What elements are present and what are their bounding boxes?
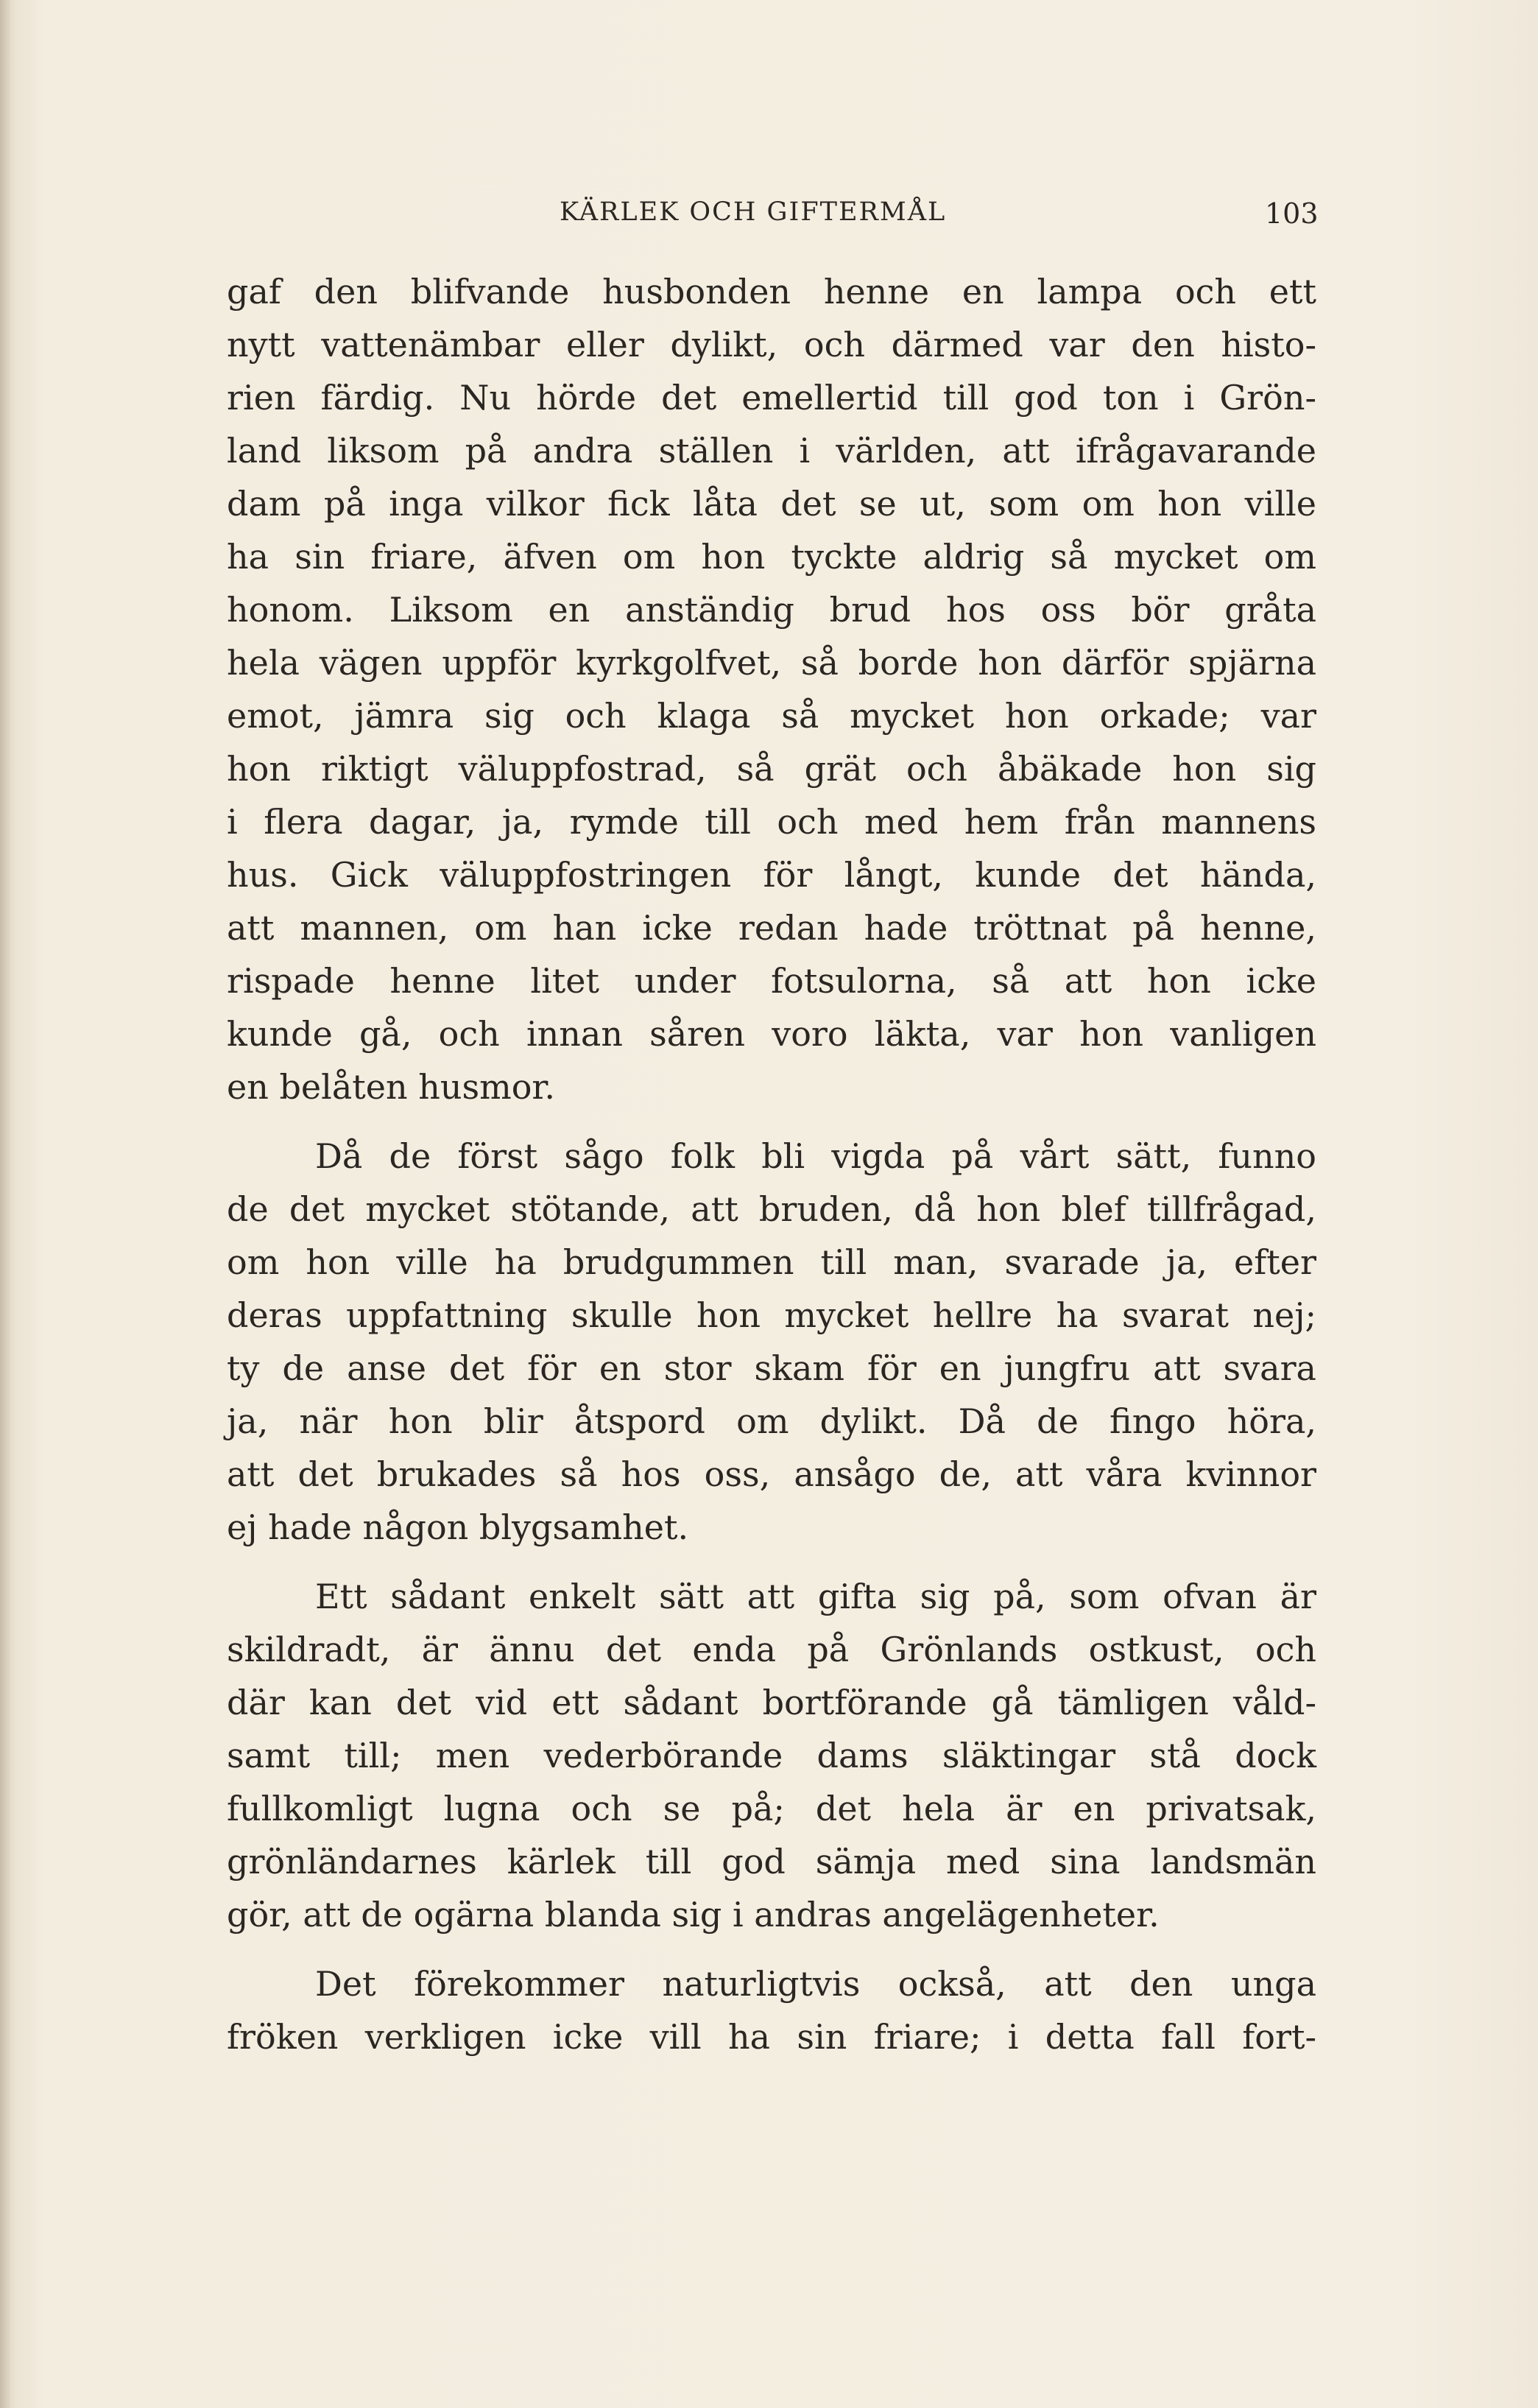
text-line: nytt vattenämbar eller dylikt, och därmed var den histo- [227,325,1316,365]
paragraph-1 [227,265,1316,1113]
body-text [227,265,1316,2063]
paragraph-4 [227,1957,1316,2063]
text-line: land liksom på andra ställen i världen, att ifrågavarande [227,431,1316,471]
text-line: ej hade någon blygsamhet. [227,1507,689,1547]
text-line: grönländarnes kärlek till god sämja med sina landsmän [227,1842,1316,1881]
text-line: ja, när hon blir åtspord om dylikt. Då de fingo höra, [227,1401,1316,1441]
text-line: Ett sådant enkelt sätt att gifta sig på, som ofvan är [315,1577,1316,1616]
text-line: att mannen, om han icke redan hade tröttnat på henne, [227,908,1316,948]
page-header [0,197,1538,242]
paragraph-2 [227,1130,1316,1554]
text-line: dam på inga vilkor fick låta det se ut, som om hon ville [227,484,1316,524]
text-line: fröken verkligen icke vill ha sin friare; i detta fall fort- [227,2017,1316,2057]
page-binding-edge [0,0,10,2408]
paragraph-gap [227,1113,1316,1130]
text-line: ty de anse det för en stor skam för en jungfru att svara [227,1348,1316,1388]
text-line: i flera dagar, ja, rymde till och med hem från mannens [227,802,1316,842]
text-line: hela vägen uppför kyrkgolfvet, så borde hon därför spjärna [227,643,1316,683]
text-line: kunde gå, och innan såren voro läkta, var hon vanligen [227,1014,1316,1054]
text-line: skildradt, är ännu det enda på Grönlands ostkust, och [227,1630,1316,1669]
text-line: där kan det vid ett sådant bortförande gå tämligen våld- [227,1683,1316,1722]
text-line: deras uppfattning skulle hon mycket hellre ha svarat nej; [227,1295,1316,1335]
text-line: hus. Gick väluppfostringen för långt, kunde det hända, [227,855,1316,895]
text-line: hon riktigt väluppfostrad, så grät och åbäkade hon sig [227,749,1316,789]
paragraph-gap [227,1941,1316,1957]
text-line: emot, jämra sig och klaga så mycket hon orkade; var [227,696,1316,736]
running-head: KÄRLEK OCH GIFTERMÅL [560,197,947,227]
paragraph-gap [227,1554,1316,1570]
paragraph-3 [227,1570,1316,1941]
page-number: 103 [1265,197,1319,230]
text-line: fullkomligt lugna och se på; det hela är en privatsak, [227,1789,1316,1828]
text-line: ha sin friare, äfven om hon tyckte aldrig så mycket om [227,537,1316,577]
text-line: rispade henne litet under fotsulorna, så att hon icke [227,961,1316,1001]
text-line: Det förekommer naturligtvis också, att den unga [315,1964,1316,2004]
text-line: Då de först sågo folk bli vigda på vårt sätt, funno [315,1136,1316,1176]
text-line: gör, att de ogärna blanda sig i andras angelägenheter. [227,1895,1160,1935]
text-line: om hon ville ha brudgummen till man, svarade ja, efter [227,1242,1316,1282]
text-line: rien färdig. Nu hörde det emellertid till god ton i Grön- [227,378,1316,418]
text-line: gaf den blifvande husbonden henne en lampa och ett [227,272,1316,311]
text-line: honom. Liksom en anständig brud hos oss bör gråta [227,590,1316,630]
text-line: en belåten husmor. [227,1067,555,1107]
text-line: att det brukades så hos oss, ansågo de, att våra kvinnor [227,1454,1316,1494]
text-line: de det mycket stötande, att bruden, då hon blef tillfrågad, [227,1189,1316,1229]
text-line: samt till; men vederbörande dams släktingar stå dock [227,1736,1316,1775]
